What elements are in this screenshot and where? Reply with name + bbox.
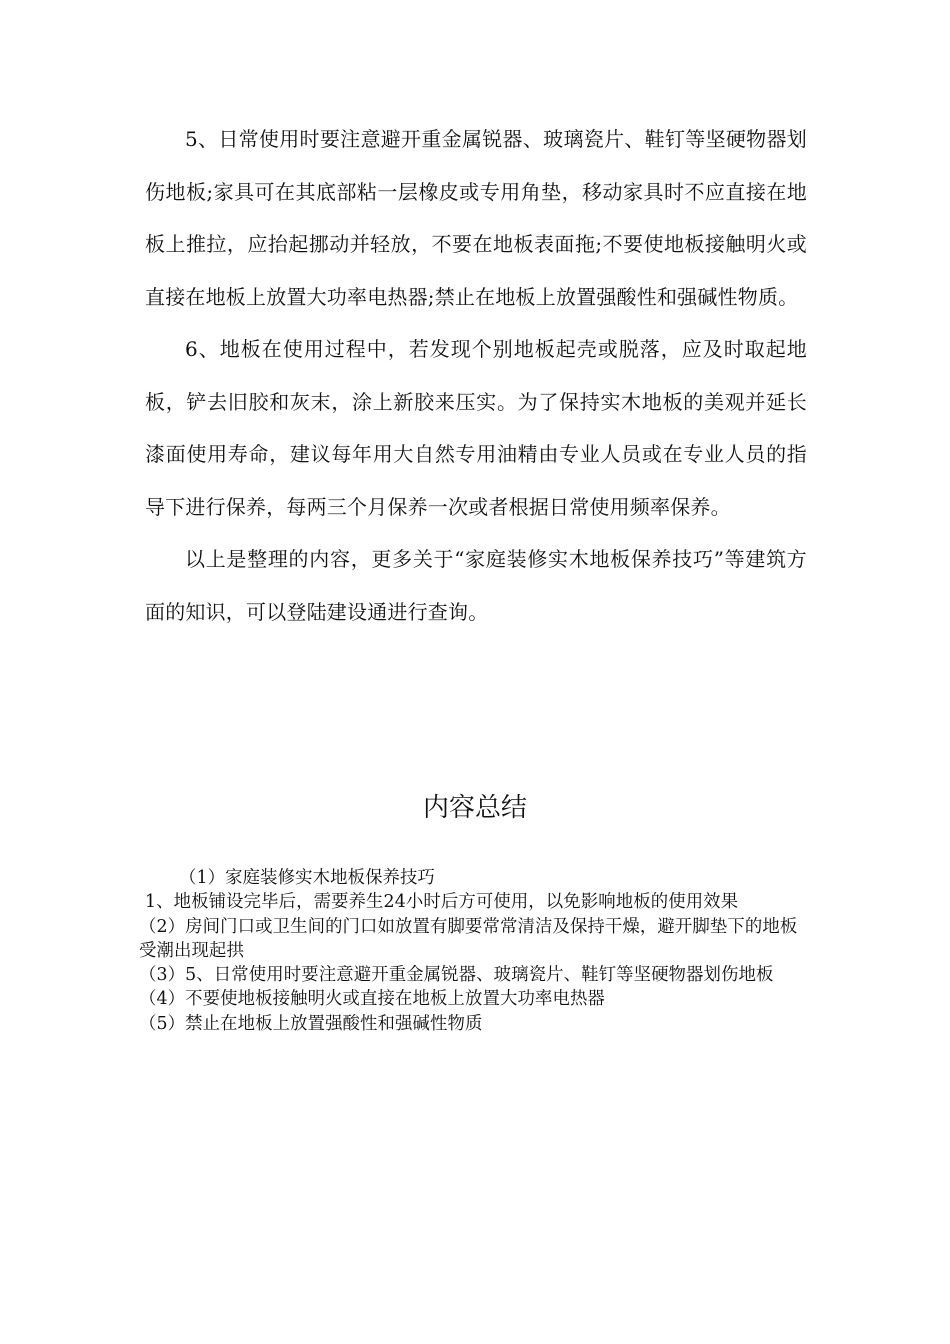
summary-item: （4）不要使地板接触明火或直接在地板上放置大功率电热器	[139, 989, 605, 1010]
summary-item: （3）5、日常使用时要注意避开重金属锐器、玻璃瓷片、鞋钉等坚硬物器划伤地板	[139, 965, 774, 986]
body-text	[145, 113, 807, 638]
summary-item: （1）家庭装修实木地板保养技巧	[179, 868, 436, 888]
summary-item: （5）禁止在地板上放置强酸性和强碱性物质	[139, 1013, 483, 1034]
summary-title: 内容总结	[422, 793, 527, 823]
paragraph-5: 5、日常使用时要注意避开重金属锐器、玻璃瓷片、鞋钉等坚硬物器划伤地板;家具可在其底部粘一层橡皮或专用角垫，移动家具时不应直接在地板上推拉，应抬起挪动并轻放，不要在地板表面拖;不要使地板接触明火或直接在地板上放置大功率电热器;禁止在地板上放置强酸性和强碱性物质。	[145, 127, 807, 309]
summary-list	[139, 866, 809, 1036]
summary-item: （2）房间门口或卫生间的门口如放置有脚要常常清洁及保持干燥，避开脚垫下的地板受潮出现起拱	[139, 916, 798, 961]
summary-item: 1、地板铺设完毕后，需要养生24小时后方可使用，以免影响地板的使用效果	[145, 892, 739, 913]
closing-paragraph: 以上是整理的内容，更多关于“家庭装修实木地板保养技巧”等建筑方面的知识，可以登陆建设通进行查询。	[145, 547, 807, 624]
paragraph-6: 6、地板在使用过程中，若发现个别地板起壳或脱落，应及时取起地板，铲去旧胶和灰末，涂上新胶来压实。为了保持实木地板的美观并延长漆面使用寿命，建议每年用大自然专用油精由专业人员或在专业人员的指导下进行保养，每两三个月保养一次或者根据日常使用频率保养。	[145, 337, 807, 519]
